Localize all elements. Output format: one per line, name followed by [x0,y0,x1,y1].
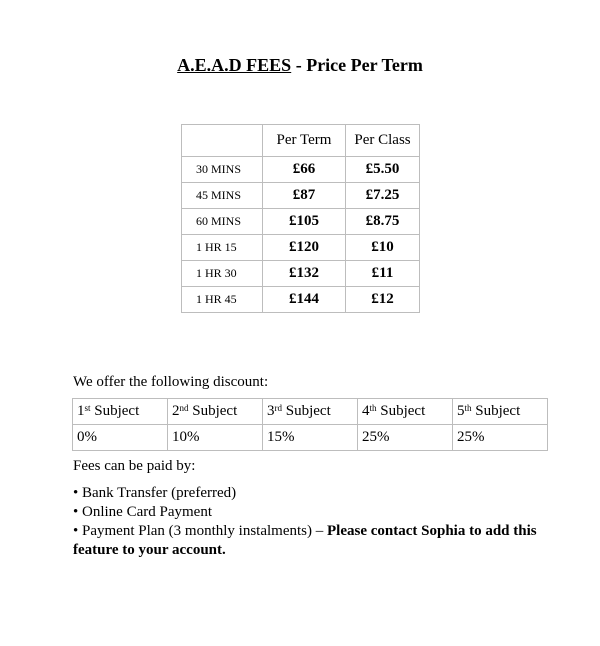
bullet-icon: • [73,523,79,539]
subject-number: 5 [457,403,465,419]
subject-number: 1 [77,403,85,419]
discount-value-row [73,425,548,451]
discount-value-cell: 0% [73,425,168,451]
subject-label: Subject [282,403,331,419]
duration-cell: 45 MINS [182,183,263,209]
discount-value-cell: 10% [168,425,263,451]
payment-methods-list [73,484,543,560]
per-class-cell: £12 [346,287,420,313]
discount-subject-cell [73,399,168,425]
fees-table [181,124,420,313]
duration-cell: 1 HR 45 [182,287,263,313]
per-class-cell: £8.75 [346,209,420,235]
fees-header-row [182,125,420,157]
per-term-cell: £87 [263,183,346,209]
discount-intro: We offer the following discount: [73,374,269,390]
subject-label: Subject [90,403,140,419]
list-item [73,484,543,503]
per-term-cell: £66 [263,157,346,183]
fees-header-per-term: Per Term [263,125,346,157]
duration-cell: 1 HR 15 [182,235,263,261]
discount-subject-cell [358,399,453,425]
ordinal-suffix: th [369,403,377,413]
discount-table [72,398,548,451]
payment-method: Online Card Payment [82,504,212,520]
discount-value-cell: 25% [453,425,548,451]
fees-header-blank [182,125,263,157]
per-term-cell: £120 [263,235,346,261]
fees-header-per-class: Per Class [346,125,420,157]
discount-header-row [73,399,548,425]
table-row [182,261,420,287]
duration-cell: 60 MINS [182,209,263,235]
discount-value-cell: 25% [358,425,453,451]
ordinal-suffix: st [84,403,91,413]
bullet-icon: • [73,485,79,501]
discount-subject-cell [453,399,548,425]
payment-method: Bank Transfer (preferred) [82,485,237,501]
per-class-cell: £10 [346,235,420,261]
per-term-cell: £144 [263,287,346,313]
ordinal-suffix: nd [179,403,189,413]
table-row [182,157,420,183]
per-class-cell: £11 [346,261,420,287]
per-class-cell: £7.25 [346,183,420,209]
subject-label: Subject [471,403,521,419]
subject-label: Subject [188,403,238,419]
table-row [182,287,420,313]
page-title [0,55,600,76]
per-class-cell: £5.50 [346,157,420,183]
bullet-icon: • [73,504,79,520]
discount-subject-cell [168,399,263,425]
list-item [73,503,543,522]
duration-cell: 1 HR 30 [182,261,263,287]
ordinal-suffix: th [464,403,472,413]
payment-method: Payment Plan (3 monthly instalments) – [82,523,327,539]
subject-number: 2 [172,403,180,419]
table-row [182,209,420,235]
title-underlined: A.E.A.D FEES [177,55,292,75]
title-rest: - Price Per Term [291,55,423,75]
subject-number: 3 [267,403,275,419]
discount-subject-cell [263,399,358,425]
payment-intro: Fees can be paid by: [73,458,196,474]
subject-number: 4 [362,403,370,419]
contact-note: Please contact Sophia to add this feature to your account. [73,523,537,558]
ordinal-suffix: rd [274,403,282,413]
per-term-cell: £105 [263,209,346,235]
per-term-cell: £132 [263,261,346,287]
discount-value-cell: 15% [263,425,358,451]
table-row [182,235,420,261]
list-item [73,522,543,560]
subject-label: Subject [376,403,426,419]
duration-cell: 30 MINS [182,157,263,183]
table-row [182,183,420,209]
